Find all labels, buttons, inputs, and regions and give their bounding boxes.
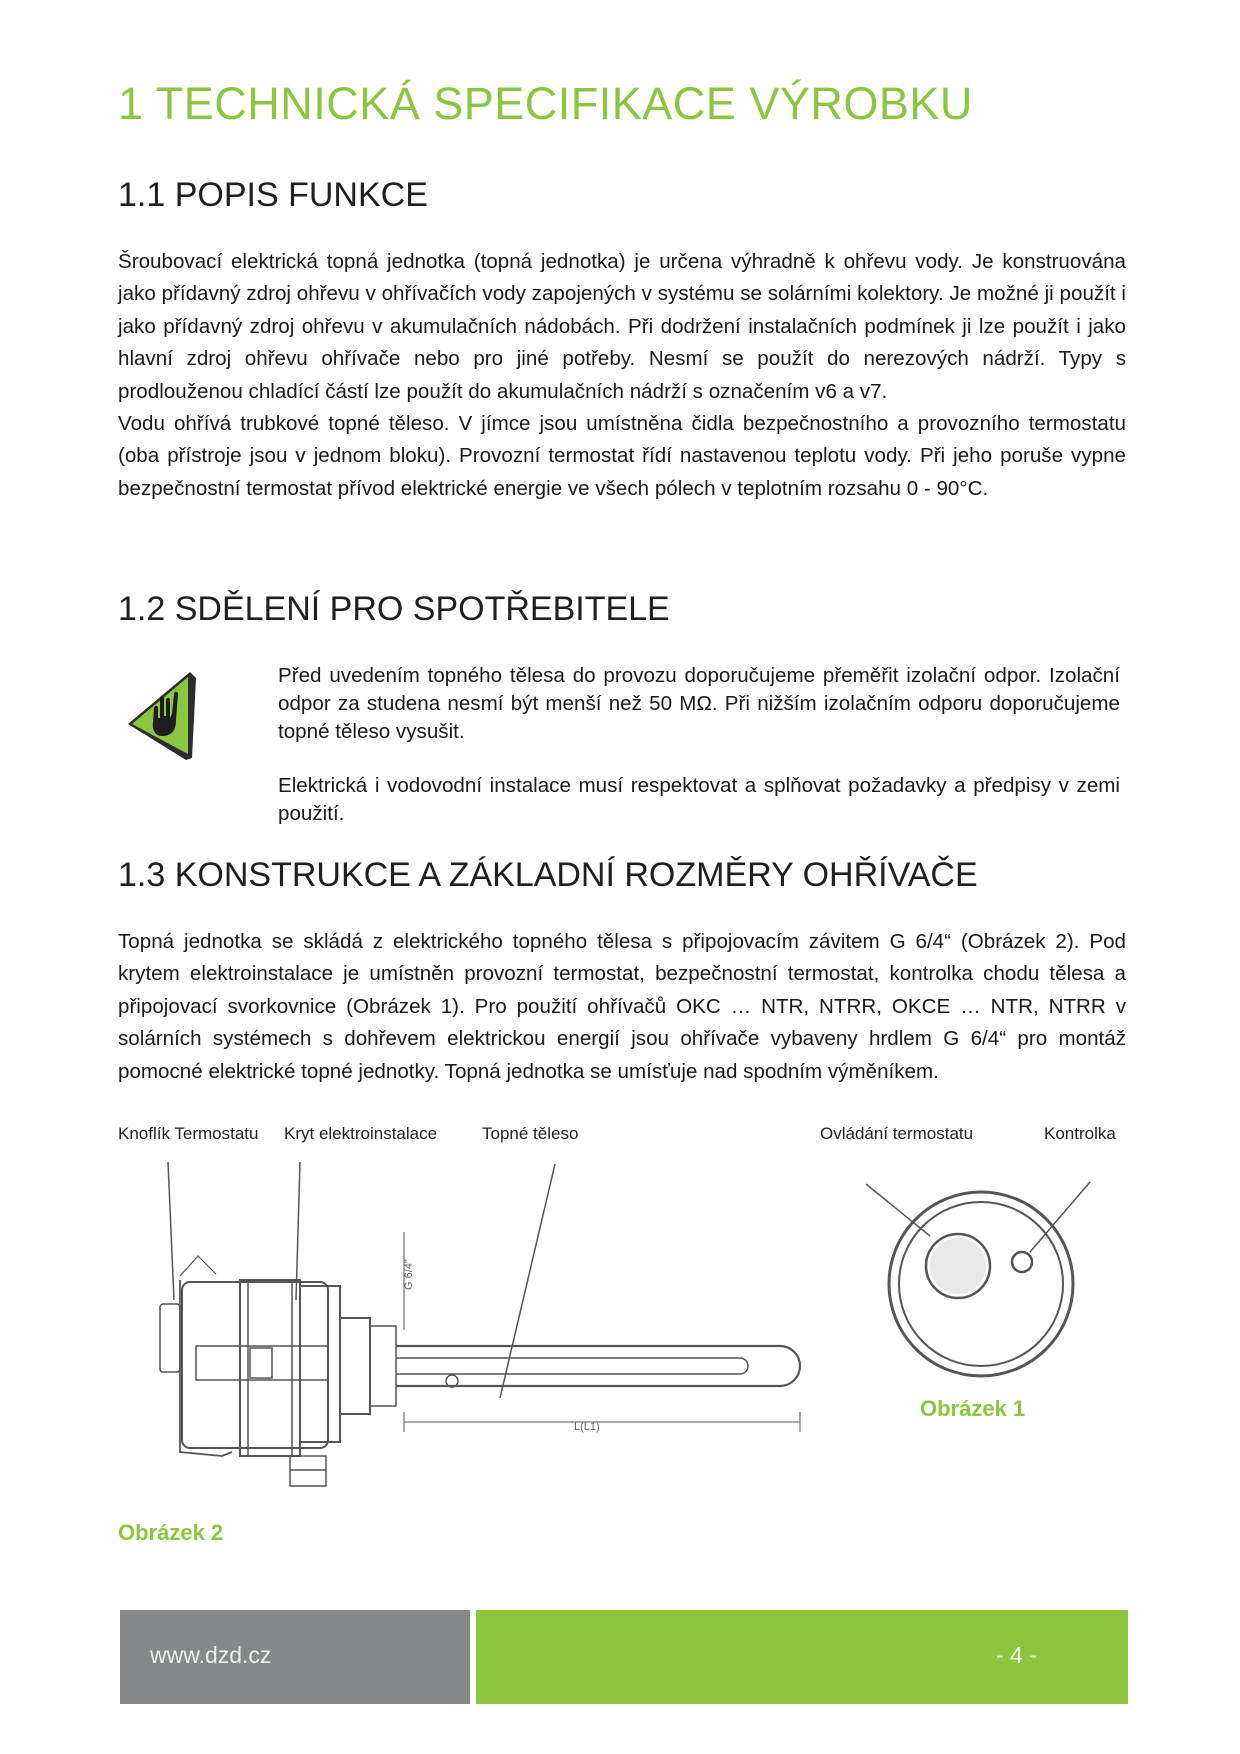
dimension-thread: G 6/4" (403, 1259, 415, 1290)
consumer-notice (278, 662, 1120, 854)
label-control: Ovládání termostatu (820, 1124, 974, 1143)
footer-page-block (476, 1610, 1128, 1704)
section-1-3-paragraph: Topná jednotka se skládá z elektrického topného tělesa s připojovacím závitem G 6/4“ (Obrázek 2). Pod krytem elektroinstalace je umístněn provozní termostat, bezpečnostní termostat, kontrolka chodu tělesa a připojovací svorkovnice (Obrázek 1). Pro použití ohřívačů OKC … NTR, NTRR, OKCE … NTR, NTRR v solárních systémech s dohřevem elektrickou energií jsou ohřívače vybaveny hrdlem G 6/4“ pro montáž pomocné elektrické topné jednotky. Topná jednotka se umísťuje nad spodním výměníkem. (118, 930, 1126, 1083)
main-heading: 1 TECHNICKÁ SPECIFIKACE VÝROBKU (118, 78, 973, 129)
caption-figure-1: Obrázek 1 (920, 1396, 1026, 1421)
label-cover: Kryt elektroinstalace (284, 1124, 438, 1143)
hand-warning-icon (122, 664, 202, 764)
caption-figure-2: Obrázek 2 (118, 1520, 224, 1545)
section-heading-1-1: 1.1 POPIS FUNKCE (118, 176, 428, 214)
section-1-3-text (118, 926, 1126, 1088)
heater-drawing (0, 1150, 1240, 1490)
notice-paragraph-2: Elektrická i vodovodní instalace musí respektovat a splňovat požadavky a předpisy v zemi použití. (278, 774, 1120, 825)
section-heading-1-2: 1.2 SDĚLENÍ PRO SPOTŘEBITELE (118, 590, 670, 628)
section-1-1-paragraph-2: Vodu ohřívá trubkové topné těleso. V jímce jsou umístněna čidla bezpečnostního a provozního termostatu (oba přístroje jsou v jednom bloku). Provozní termostat řídí nastavenou teplotu vody. Při jeho poruše vypne bezpečnostní termostat přívod elektrické energie ve všech pólech v teplotním rozsahu 0 - 90°C. (118, 412, 1126, 500)
section-1-1-paragraph-1: Šroubovací elektrická topná jednotka (topná jednotka) je určena výhradně k ohřevu vody. Je konstruována jako přídavný zdroj ohřevu v ohřívačích vody zapojených v systému se solárními kolektory. Je možné ji použít i jako přídavný zdroj ohřevu v akumulačních nádobách. Při dodržení instalačních podmínek ji lze použít i jako hlavní zdroj ohřevu ohřívače nebo pro jiné potřeby. Nesmí se použít do nerezových nádrží. Typy s prodlouženou chladící částí lze použít do akumulačních nádrží s označením v6 a v7. (118, 250, 1126, 403)
page-number: - 4 - (996, 1642, 1037, 1668)
section-1-1-text (118, 246, 1126, 505)
dimension-length: L(L1) (574, 1421, 600, 1433)
notice-paragraph-1: Před uvedením topného tělesa do provozu doporučujeme přeměřit izolační odpor. Izolační odpor za studena nesmí být menší než 50 MΩ. Při nižším izolačním odporu doporučujeme topné těleso vysušit. (278, 664, 1120, 743)
footer-url[interactable]: www.dzd.cz (150, 1642, 272, 1668)
label-element: Topné těleso (482, 1124, 579, 1143)
label-lamp: Kontrolka (1044, 1124, 1116, 1143)
label-knob: Knoflík Termostatu (118, 1124, 259, 1143)
section-heading-1-3: 1.3 KONSTRUKCE A ZÁKLADNÍ ROZMĚRY OHŘÍVAČE (118, 856, 978, 894)
footer-url-block (120, 1610, 470, 1704)
